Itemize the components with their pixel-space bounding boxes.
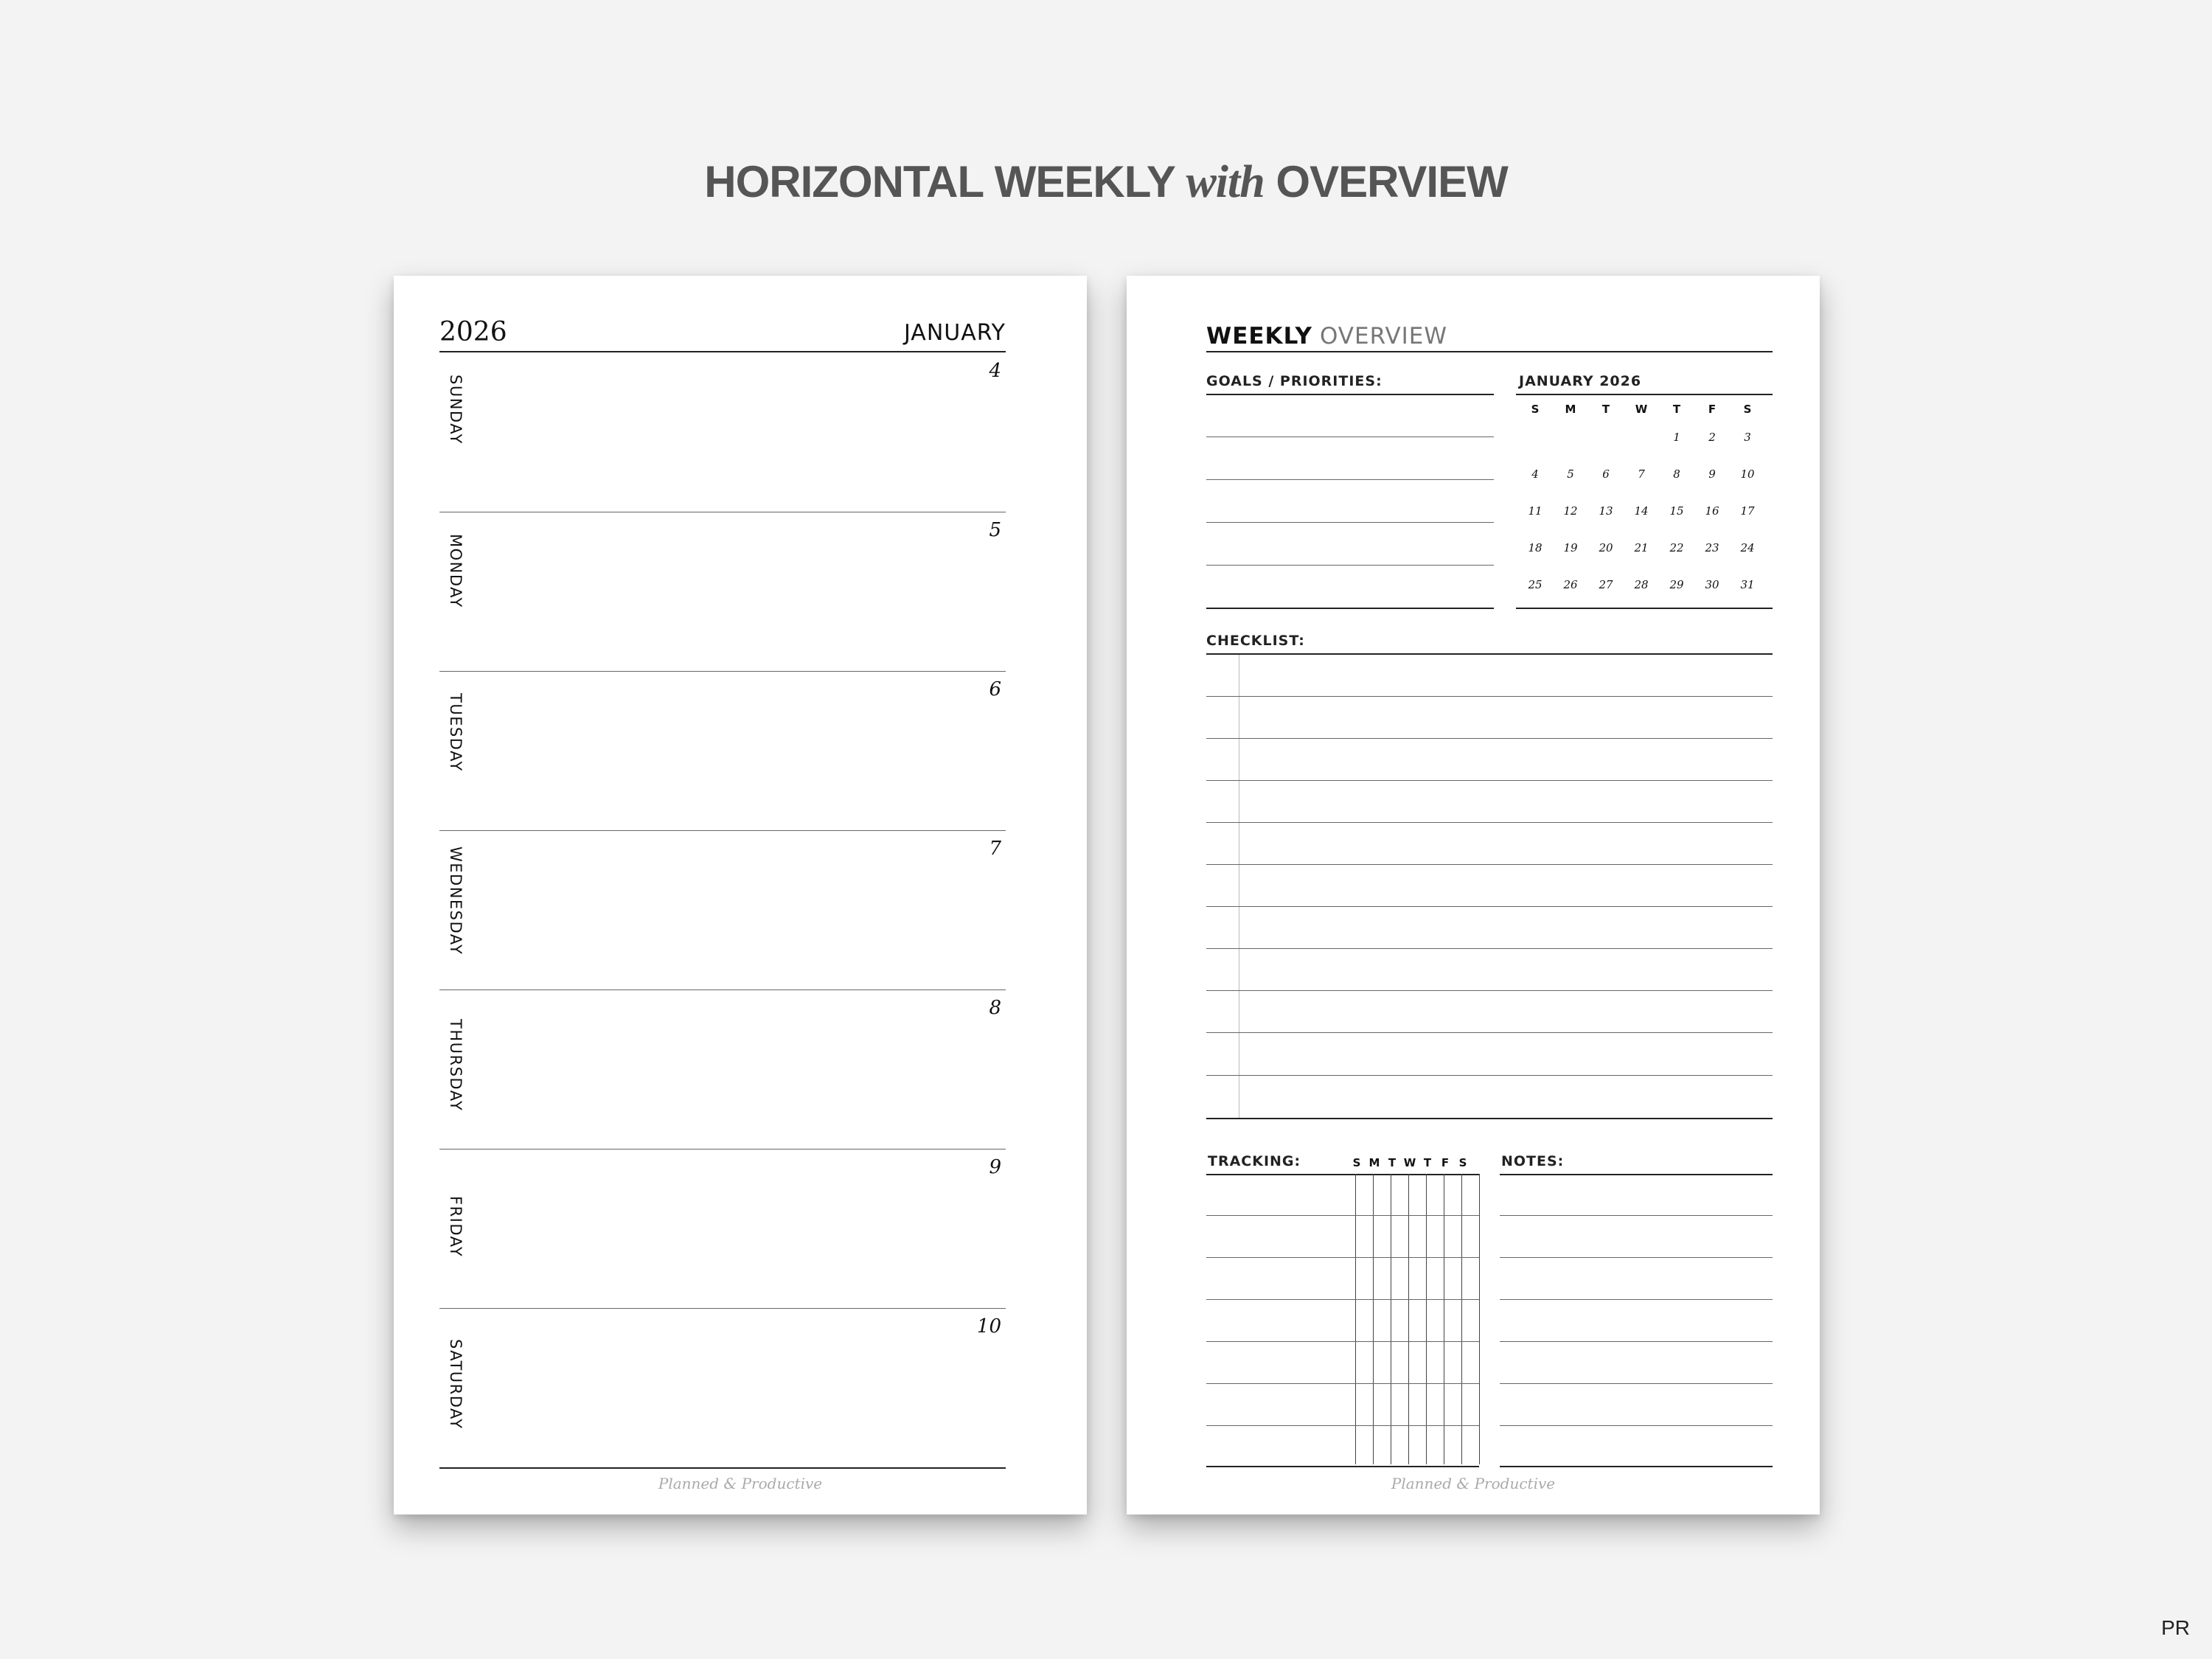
day-date: 5 [989,519,1001,541]
tracking-day: M [1368,1156,1380,1169]
day-name: THURSDAY [447,1019,465,1112]
day-date: 9 [989,1156,1001,1178]
checklist-item[interactable] [1206,1075,1773,1076]
calendar-date: 31 [1740,578,1755,591]
day-date: 7 [989,838,1001,860]
calendar-date: 2 [1708,431,1716,444]
tracking-row[interactable] [1206,1425,1479,1426]
goals-bottom-rule [1206,608,1494,609]
weekly-horizontal-page [394,276,1087,1514]
day-date: 6 [989,678,1001,700]
notes-line[interactable] [1500,1383,1773,1384]
tracking-day: T [1388,1156,1397,1169]
notes-bottom-rule [1500,1466,1773,1467]
notes-line[interactable] [1500,1425,1773,1426]
day-date: 4 [989,360,1001,382]
calendar-date: 26 [1563,578,1578,591]
month-label: JANUARY [903,320,1006,346]
notes-line[interactable] [1500,1341,1773,1342]
weekday-header: W [1635,403,1648,416]
goals-line[interactable] [1206,522,1494,523]
day-date: 10 [976,1315,1001,1338]
calendar-date: 5 [1567,467,1574,481]
day-name: FRIDAY [447,1196,465,1258]
weekday-header: S [1743,403,1752,416]
tracking-row[interactable] [1206,1341,1479,1342]
checklist-item[interactable] [1206,864,1773,865]
tracking-row[interactable] [1206,1383,1479,1384]
day-row-monday[interactable] [439,512,1006,671]
day-row-sunday[interactable] [439,352,1006,512]
checklist-item[interactable] [1206,822,1773,823]
checklist-item[interactable] [1206,948,1773,949]
calendar-rule [1516,394,1773,395]
calendar-date: 23 [1705,541,1719,554]
notes-rule [1500,1174,1773,1175]
notes-line[interactable] [1500,1299,1773,1300]
notes-label: NOTES: [1501,1153,1565,1169]
weekday-header: T [1601,403,1610,416]
notes-line[interactable] [1500,1257,1773,1258]
day-row-tuesday[interactable] [439,671,1006,830]
day-row-saturday[interactable] [439,1308,1006,1467]
checklist-item[interactable] [1206,906,1773,907]
notes-line[interactable] [1500,1215,1773,1216]
tracker-grid-line [1426,1174,1427,1464]
goals-line[interactable] [1206,565,1494,566]
tracker-grid-line [1373,1174,1374,1464]
goals-rule [1206,394,1494,395]
mini-calendar-title: JANUARY 2026 [1519,373,1642,389]
page-banner-title [0,156,2212,209]
calendar-date: 7 [1638,467,1645,481]
calendar-date: 6 [1602,467,1610,481]
weekday-header: S [1531,403,1540,416]
day-date: 8 [989,997,1001,1019]
tracker-grid-line [1461,1174,1462,1464]
overview-title-bold: WEEKLY [1206,323,1312,349]
tracker-grid-line [1479,1174,1480,1464]
calendar-date: 22 [1669,541,1684,554]
calendar-date: 11 [1528,504,1543,518]
calendar-date: 21 [1634,541,1649,554]
checklist-item[interactable] [1206,780,1773,781]
calendar-date: 3 [1744,431,1751,444]
calendar-date: 13 [1599,504,1613,518]
tracker-grid-line [1355,1174,1356,1464]
calendar-date: 30 [1705,578,1719,591]
weekday-header: M [1565,403,1576,416]
checklist-item[interactable] [1206,990,1773,991]
weekday-header: F [1708,403,1717,416]
tracking-rule [1206,1174,1479,1175]
calendar-date: 1 [1673,431,1680,444]
banner-part-2: with [1186,157,1265,207]
tracking-day: S [1352,1156,1361,1169]
calendar-date: 25 [1528,578,1543,591]
day-name: SATURDAY [447,1339,465,1430]
calendar-date: 14 [1634,504,1649,518]
goals-line[interactable] [1206,479,1494,480]
calendar-date: 17 [1740,504,1755,518]
checklist-item[interactable] [1206,1032,1773,1033]
day-name: WEDNESDAY [447,846,465,956]
calendar-date: 24 [1740,541,1755,554]
calendar-date: 19 [1563,541,1578,554]
checklist-rule [1206,653,1773,655]
day-row-friday[interactable] [439,1149,1006,1308]
day-name: MONDAY [447,534,465,608]
calendar-date: 27 [1599,578,1613,591]
calendar-date: 12 [1563,504,1578,518]
year-label: 2026 [439,317,507,347]
calendar-date: 10 [1740,467,1755,481]
checklist-item[interactable] [1206,738,1773,739]
calendar-date: 29 [1669,578,1684,591]
checklist-item[interactable] [1206,696,1773,697]
tracking-day: W [1403,1156,1416,1169]
title-rule [1206,351,1773,352]
calendar-date: 4 [1531,467,1539,481]
tracker-grid-line [1408,1174,1409,1464]
brand-logo-text: Planned & Productive [658,1475,823,1492]
tracking-label: TRACKING: [1208,1153,1301,1169]
day-row-wednesday[interactable] [439,830,1006,990]
tracking-row[interactable] [1206,1257,1479,1258]
calendar-date: 18 [1528,541,1543,554]
tracking-day: S [1458,1156,1467,1169]
overview-title-light: OVERVIEW [1319,323,1448,349]
calendar-date: 28 [1634,578,1649,591]
calendar-date: 15 [1669,504,1684,518]
tracking-bottom-rule [1206,1466,1479,1467]
day-name: TUESDAY [447,693,465,772]
corner-mark: PR [2161,1616,2190,1639]
tracking-day: T [1423,1156,1432,1169]
tracking-day: F [1441,1156,1450,1169]
goals-label: GOALS / PRIORITIES: [1206,373,1382,389]
weekly-overview-page [1127,276,1820,1514]
day-name: SUNDAY [447,375,465,445]
calendar-date: 20 [1599,541,1613,554]
weekday-header: T [1672,403,1681,416]
overview-title [1206,323,1447,349]
calendar-date: 8 [1673,467,1680,481]
calendar-date: 16 [1705,504,1719,518]
banner-part-1: HORIZONTAL WEEKLY [704,157,1175,206]
calendar-bottom-rule [1516,608,1773,609]
tracking-day-headers [1352,1156,1482,1172]
mini-calendar [1516,403,1773,602]
banner-part-3: OVERVIEW [1276,157,1508,206]
tracking-row[interactable] [1206,1215,1479,1216]
tracking-row[interactable] [1206,1299,1479,1300]
calendar-date: 9 [1708,467,1716,481]
checklist-label: CHECKLIST: [1206,633,1305,649]
footer-rule [439,1467,1006,1469]
checklist-bottom-rule [1206,1118,1773,1119]
brand-logo-text: Planned & Productive [1391,1475,1556,1492]
day-row-thursday[interactable] [439,990,1006,1149]
